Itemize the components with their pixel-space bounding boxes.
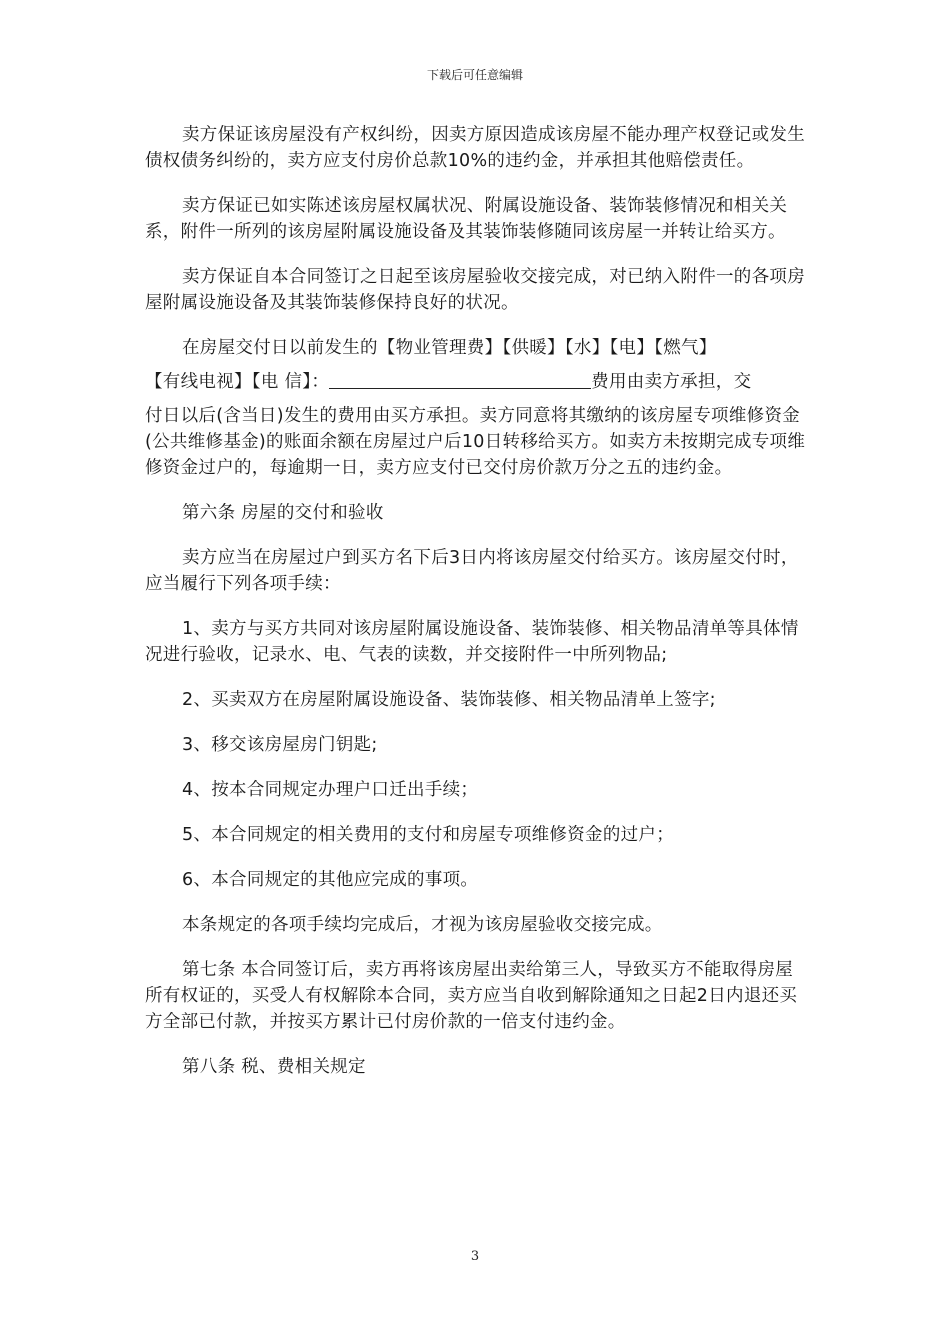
paragraph-maintain-condition: 卖方保证自本合同签订之日起至该房屋验收交接完成，对已纳入附件一的各项房屋附属设施设备及其装饰装修保持良好的状况。 bbox=[145, 267, 805, 313]
list-item-4: 4、按本合同规定办理户口迁出手续； bbox=[182, 780, 479, 800]
page-number: 3 bbox=[470, 1249, 480, 1264]
paragraph-procedures-complete: 本条规定的各项手续均完成后，才视为该房屋验收交接完成。 bbox=[182, 915, 663, 935]
paragraph-truthful-statement: 卖方保证已如实陈述该房屋权属状况、附属设施设备、装饰装修情况和相关关系，附件一所列的该房屋附属设施设备及其装饰装修随同该房屋一并转让给买方。 bbox=[145, 196, 788, 242]
header-note: 下载后可任意编辑 bbox=[426, 68, 523, 82]
list-item-2: 2、买卖双方在房屋附属设施设备、装饰装修、相关物品清单上签字; bbox=[182, 690, 716, 710]
list-item-3: 3、移交该房屋房门钥匙; bbox=[182, 735, 378, 755]
list-item-6: 6、本合同规定的其他应完成的事项。 bbox=[182, 870, 479, 890]
list-item-5: 5、本合同规定的相关费用的支付和房屋专项维修资金的过户； bbox=[182, 825, 675, 845]
paragraph-fees-line bbox=[145, 369, 809, 395]
article-7-paragraph: 第七条 本合同签订后，卖方再将该房屋出卖给第三人，导致买方不能取得房屋所有权证的，买受人有权解除本合同，卖方应当自收到解除通知之日起2日内退还买方全部已付款，并按买方累计已付房价款的一倍支付违约金。 bbox=[145, 960, 798, 1032]
paragraph-fees-after-delivery: 付日以后(含当日)发生的费用由买方承担。卖方同意将其缴纳的该房屋专项维修资金(公共维修基金)的账面余额在房屋过户后10日转移给买方。如卖方未按期完成专项维修资金过户的，每逾期一日，卖方应支付已交付房价款万分之五的违约金。 bbox=[145, 406, 806, 478]
document-body bbox=[145, 122, 809, 1099]
paragraph-property-dispute: 卖方保证该房屋没有产权纠纷，因卖方原因造成该房屋不能办理产权登记或发生债权债务纠纷的，卖方应支付房价总款10%的违约金，并承担其他赔偿责任。 bbox=[145, 125, 805, 171]
paragraph-fees-before-delivery: 在房屋交付日以前发生的【物业管理费】【供暖】【水】【电】【燃气】 bbox=[182, 338, 717, 358]
article-8-title: 第八条 税、费相关规定 bbox=[182, 1057, 366, 1077]
fees-line-prefix: 【有线电视】【电 信】： bbox=[145, 372, 330, 392]
list-item-1: 1、卖方与买方共同对该房屋附属设施设备、装饰装修、相关物品清单等具体情况进行验收，记录水、电、气表的读数，并交接附件一中所列物品; bbox=[145, 619, 799, 665]
paragraph-delivery-procedures: 卖方应当在房屋过户到买方名下后3日内将该房屋交付给买方。该房屋交付时，应当履行下列各项手续： bbox=[145, 548, 799, 594]
article-6-title: 第六条 房屋的交付和验收 bbox=[182, 503, 384, 523]
fees-line-suffix: 费用由卖方承担，交 bbox=[591, 372, 752, 392]
fill-in-blank bbox=[329, 370, 591, 389]
